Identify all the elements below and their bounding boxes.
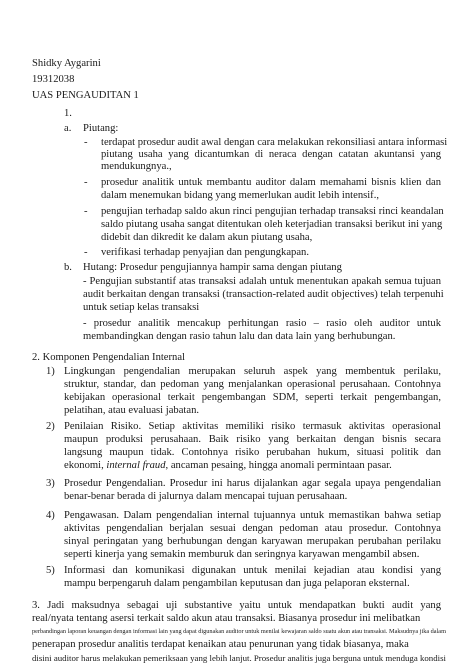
paragraph-line: audit berkaitan dengan transaksi (transaction-related audit objectives) telah terpenuhi <box>83 289 444 300</box>
paragraph-line: Pengawasan. Dalam pengendalian internal tujuannya untuk memastikan bahwa setiap <box>64 510 441 521</box>
list-item: verifikasi terhadap penyajian dan pengungkapan. <box>101 247 309 258</box>
text-run: ekonomi, <box>64 460 107 471</box>
bullet-marker: - <box>84 206 88 217</box>
section-2-heading: 2. Komponen Pengendalian Internal <box>32 352 185 363</box>
text-run: untuk menilai kewajaran saldo suatu akun atau transaksi. Maksudnya jika dalam <box>245 628 446 635</box>
list-item: didebit dan dikredit ke dalam akun piutang usaha, <box>101 232 313 243</box>
paragraph-line: Prosedur Pengendalian. Prosedur ini harus dijalankan agar segala upaya pengendalian <box>64 478 441 489</box>
paragraph-line: langsung maupun tidak. Contohnya risiko perubahan hukum, situasi politik dan <box>64 447 441 458</box>
list-number: 2) <box>46 421 55 432</box>
document-title: UAS PENGAUDITAN 1 <box>32 90 139 101</box>
paragraph-line <box>64 460 392 472</box>
bullet-marker: - <box>84 177 88 188</box>
paragraph-line: 3. Jadi maksudnya sebagai uji substantive yaitu untuk mendapatkan bukti audit yang <box>32 600 441 611</box>
paragraph-line: real/nyata tentang asersi terkait saldo akun atau transaksi. Biasanya prosedur ini melibatkan <box>32 613 421 624</box>
paragraph-line: membandingkan dengan rasio tahun lalu dan data lain yang berhubungan. <box>83 331 396 342</box>
paragraph-line: mampu berpengaruh dalam pengambilan keputusan dan juga pelaporan eksternal. <box>64 578 410 589</box>
text-run: disini auditor harus melakukan pemeriksaan yang lebih lanjut. Prosedur analitis juga <box>32 653 331 663</box>
paragraph-line: struktur, standar, dan pedoman yang menjalankan operasional perusahaan. Contohnya <box>64 379 441 390</box>
paragraph-line: aktivitas pengendalian berjalan sesuai dengan pedoman atau prosedur. Contohnya <box>64 523 441 534</box>
paragraph-line: sinyal peringatan yang berhubungan dengan karyawan merupakan perubahan perilaku <box>64 536 441 547</box>
paragraph-line: - prosedur analitik mencakup perhitungan rasio – rasio oleh auditor untuk <box>83 318 441 329</box>
text-run: berguna untuk menduga kondisi <box>332 653 446 663</box>
paragraph-line: pelatihan, atau evaluasi jabatan. <box>64 405 200 416</box>
list-item: saldo piutang usaha sangat ditentukan oleh keterjadian transaksi berikut ini yang <box>101 219 443 230</box>
list-number: 1) <box>46 366 55 377</box>
list-item: prosedur analitik untuk membantu auditor dalam memahami bisnis klien dan <box>101 177 441 188</box>
item-b-marker: b. <box>64 262 72 273</box>
paragraph-line: Penilaian Risiko. Setiap aktivitas memiliki risiko termasuk aktivitas operasional <box>64 421 441 432</box>
student-id: 19312038 <box>32 74 75 85</box>
text-run: , ancaman pesaing, hingga anomali permintaan pasar. <box>165 460 392 471</box>
list-item: terdapat prosedur audit awal dengan cara melakukan rekonsiliasi antara informasi <box>101 137 448 148</box>
list-item: dalam menemukan bidang yang memerlukan audit lebih intensif., <box>101 190 380 201</box>
paragraph-line: Informasi dan komunikasi digunakan untuk menilai kejadian atau kondisi yang <box>64 565 441 576</box>
paragraph-line: benar-benar berada di jalurnya dalam mencapai tujuan perusahaan. <box>64 491 348 502</box>
paragraph-line: seperti kinerja yang semakin memburuk dan seringnya karyawan mengambil absen. <box>64 549 420 560</box>
paragraph-line <box>32 652 446 664</box>
item-b-title: Hutang: Prosedur pengujiannya hampir sama dengan piutang <box>83 262 342 273</box>
author-name: Shidky Aygarini <box>32 58 101 69</box>
bullet-marker: - <box>84 137 88 148</box>
paragraph-line: untuk setiap kelas transaksi <box>83 302 200 313</box>
paragraph-line <box>32 626 446 638</box>
list-item: mendukungnya., <box>101 161 172 172</box>
italic-term: internal fraud <box>106 460 166 471</box>
paragraph-line: maupun produksi perusahaan. Baik risiko yang berkaitan dengan bisnis secara <box>64 434 441 445</box>
list-item: pengujian terhadap saldo akun rinci pengujian terhadap transaksi rinci keandalan <box>101 206 444 217</box>
section-1-number: 1. <box>64 108 72 119</box>
list-item: piutang usaha yang dicantumkan di neraca dengan catatan akuntansi yang <box>101 149 441 160</box>
paragraph-line: penerapan prosedur analitis terdapat kenaikan atau penurunan yang tidak biasanya, maka <box>32 639 409 650</box>
list-number: 3) <box>46 478 55 489</box>
item-a-title: Piutang: <box>83 123 119 134</box>
item-a-marker: a. <box>64 123 72 134</box>
list-number: 4) <box>46 510 55 521</box>
paragraph-line: kebijakan operasional terkait pengembangan SDM, seperti terkait pengembangan, <box>64 392 441 403</box>
bullet-marker: - <box>84 247 88 258</box>
paragraph-line: - Pengujian substantif atas transaksi adalah untuk menentukan apakah semua tujuan <box>83 276 441 287</box>
paragraph-line: Lingkungan pengendalian merupakan seluruh aspek yang membentuk perilaku, <box>64 366 441 377</box>
text-run: perbandingan laporan keuangan dengan informasi lain yang dapat digunakan auditor <box>32 628 244 635</box>
list-number: 5) <box>46 565 55 576</box>
